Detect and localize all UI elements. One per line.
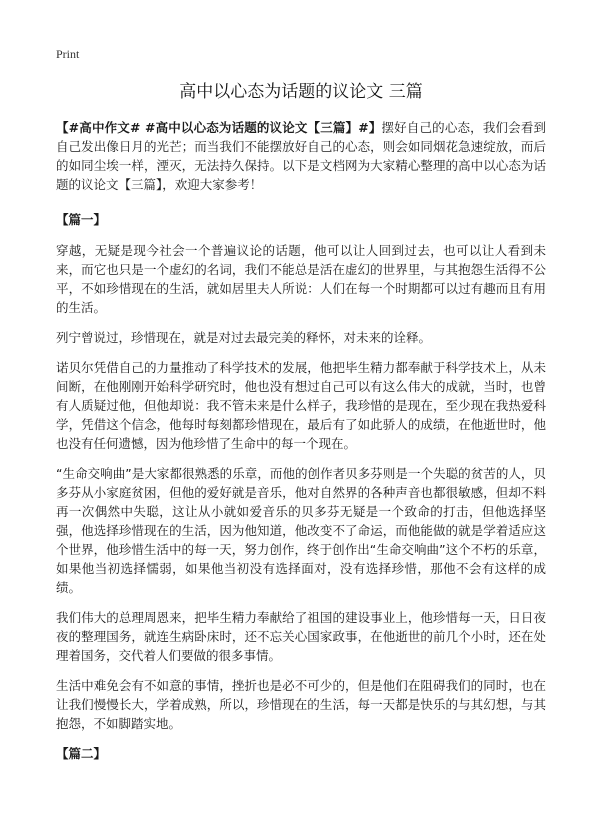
paragraph-3: 诺贝尔凭借自己的力量推动了科学技术的发展，他把毕生精力都奉献于科学技术上，从未间断，在他刚刚开始科学研究时，他也没有想过自己可以有这么伟大的成就，当时，也曾有人质疑过他，但他却说：我不管未来是什么样子，我珍惜的是现在，至少现在我热爱科学，凭借这个信念，他每时每刻都珍惜现在，最后有了如此骄人的成绩，在他逝世时，他也没有任何遗憾，因为他珍惜了生命中的每一个现在。: [56, 360, 546, 451]
section-heading-2: 【篇二】: [56, 746, 107, 761]
paragraph-2: 列宁曾说过，珍惜现在，就是对过去最完美的释怀，对未来的诠释。: [56, 330, 432, 345]
document-page: [56, 46, 546, 775]
intro-body: 摆好自己的心态，我们会看到自己发出像日月的光芒；而当我们不能摆放好自己的心态，则会如同烟花急速绽放，而后的如同尘埃一样，湮灭，无法持久保持。以下是文档网为大家精心整理的高中以心态为话题的议论文【三篇】，欢迎大家参考！: [56, 120, 546, 192]
paragraph-6: 生活中难免会有不如意的事情，挫折也是必不可少的，但是他们在阻碍我们的同时，也在让我们慢慢长大，学着成熟，所以，珍惜现在的生活，每一天都是快乐的与其幻想，与其抱怨，不如脚踏实地。: [56, 678, 546, 731]
document-title: 高中以心态为话题的议论文 三篇: [179, 82, 423, 102]
section-heading-1: 【篇一】: [56, 212, 107, 227]
print-label: Print: [56, 47, 80, 61]
paragraph-4: “生命交响曲”是大家都很熟悉的乐章，而他的创作者贝多芬则是一个失聪的贫苦的人，贝多芬从小家庭贫困，但他的爱好就是音乐，他对自然界的各种声音也都很敏感，但却不料再一次偶然中失聪，这让从小就如爱音乐的贝多芬无疑是一个致命的打击，但他选择坚强，他选择珍惜现在的生活，因为他知道，他改变不了命运，而他能做的就是学着适应这个世界，他珍惜生活中的每一天，努力创作，终于创作出“生命交响曲”这个不朽的乐章，如果他当初选择懦弱，如果他当初没有选择面对，没有选择珍惜，那他不会有这样的成绩。: [56, 466, 546, 595]
paragraph-1: 穿越，无疑是现今社会一个普遍议论的话题，他可以让人回到过去，也可以让人看到未来，而它也只是一个虚幻的名词，我们不能总是活在虚幻的世界里，与其抱怨生活得不公平，不如珍惜现在的生活，就如居里夫人所说：人们在每一个时期都可以过有趣而且有用的生活。: [56, 243, 546, 315]
intro-lead: 【#高中作文# #高中以心态为话题的议论文【三篇】#】: [56, 120, 382, 135]
paragraph-5: 我们伟大的总理周恩来，把毕生精力奉献给了祖国的建设事业上，他珍惜每一天，日日夜夜的整理国务，就连生病卧床时，还不忘关心国家政事，在他逝世的前几个小时，还在处理着国务，交代着人们要做的很多事情。: [56, 610, 546, 663]
intro-paragraph: [56, 118, 546, 194]
